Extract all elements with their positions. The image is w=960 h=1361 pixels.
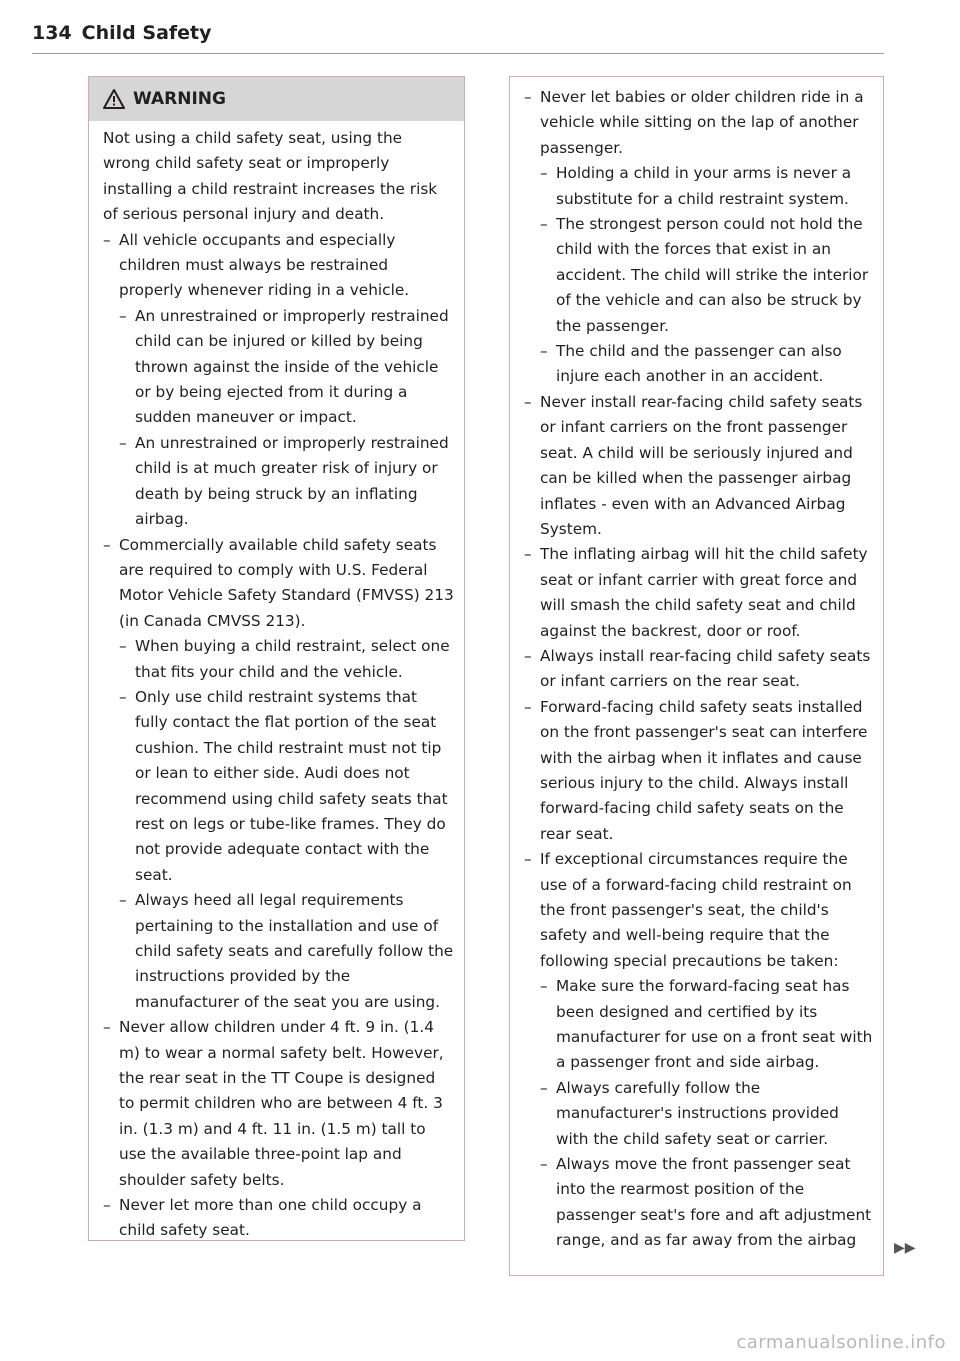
item-text: When buying a child restraint, select one that fits your child and the vehicle. bbox=[135, 637, 450, 681]
sub-bullet-item bbox=[119, 304, 454, 431]
dash-bullet: – bbox=[119, 891, 127, 910]
sub-bullet-item bbox=[540, 1076, 873, 1152]
sub-bullet-item bbox=[540, 974, 873, 1076]
bullet-item bbox=[524, 85, 873, 161]
dash-bullet: – bbox=[103, 535, 111, 554]
warning-right-content bbox=[510, 77, 883, 1254]
dash-bullet: – bbox=[540, 215, 548, 234]
dash-bullet: – bbox=[540, 1078, 548, 1097]
item-text: Always carefully follow the manufacturer's instructions provided with the child safety seat or carrier. bbox=[556, 1078, 839, 1148]
bullet-item bbox=[524, 644, 873, 695]
warning-intro bbox=[103, 126, 454, 228]
dash-bullet: – bbox=[119, 306, 127, 325]
bullet-item bbox=[103, 1193, 454, 1244]
dash-bullet: – bbox=[524, 646, 532, 665]
dash-bullet: – bbox=[119, 637, 127, 656]
header-divider bbox=[32, 53, 884, 54]
item-text: Always install rear-facing child safety seats or infant carriers on the rear seat. bbox=[540, 646, 871, 691]
dash-bullet: – bbox=[103, 1018, 111, 1037]
item-text: An unrestrained or improperly restrained child can be injured or killed by being thrown against the inside of the vehicle or by being ejected from it during a sudden maneuver or impact. bbox=[135, 306, 449, 427]
page-header bbox=[32, 22, 212, 44]
dash-bullet: – bbox=[119, 433, 127, 452]
item-text: An unrestrained or improperly restrained child is at much greater risk of injury or death by being struck by an inflating airbag. bbox=[135, 433, 449, 529]
bullet-item bbox=[103, 1015, 454, 1193]
section-title: Child Safety bbox=[81, 22, 212, 44]
warning-title: WARNING bbox=[133, 89, 226, 109]
item-text: Forward-facing child safety seats installed on the front passenger's seat can interfere with the airbag when it inflates and cause serious injury to the child. Always install forward-facing child safety seats on the rear seat. bbox=[540, 697, 868, 843]
item-text: Only use child restraint systems that fully contact the flat portion of the seat cushion. The child restraint must not tip or lean to either side. Audi does not recommend using child safety seats that rest on legs or tube-like frames. They do not provide adequate contact with the seat. bbox=[135, 687, 448, 884]
sub-bullet-item bbox=[540, 212, 873, 339]
sub-bullet-item bbox=[119, 634, 454, 685]
dash-bullet: – bbox=[524, 697, 532, 716]
bullet-item bbox=[524, 542, 873, 644]
dash-bullet: – bbox=[540, 1155, 548, 1174]
bullet-item bbox=[524, 695, 873, 847]
warning-box-continued bbox=[509, 76, 884, 1276]
item-text: The inflating airbag will hit the child safety seat or infant carrier with great force and will smash the child safety seat and child against the backrest, door or roof. bbox=[540, 545, 868, 640]
bullet-item bbox=[524, 847, 873, 974]
dash-bullet: – bbox=[540, 342, 548, 361]
bullet-item bbox=[524, 390, 873, 542]
item-text: Holding a child in your arms is never a substitute for a child restraint system. bbox=[556, 164, 852, 208]
dash-bullet: – bbox=[119, 687, 127, 706]
watermark: carmanualsonline.info bbox=[736, 1332, 946, 1353]
item-text: All vehicle occupants and especially children must always be restrained properly whenever riding in a vehicle. bbox=[119, 230, 410, 300]
warning-triangle-icon bbox=[103, 89, 125, 109]
bullet-item bbox=[103, 533, 454, 635]
item-text: Never install rear-facing child safety seats or infant carriers on the front passenger seat. A child will be seriously injured and can be killed when the passenger airbag inflates - even with an Advanced Airbag System. bbox=[540, 392, 863, 538]
sub-bullet-item bbox=[540, 339, 873, 390]
dash-bullet: – bbox=[524, 88, 532, 106]
item-text: The child and the passenger can also injure each another in an accident. bbox=[556, 342, 842, 386]
item-text: Commercially available child safety seats are required to comply with U.S. Federal Motor Vehicle Safety Standard (FMVSS) 213 (in Canada CMVSS 213). bbox=[119, 535, 454, 630]
dash-bullet: – bbox=[103, 1196, 111, 1215]
dash-bullet: – bbox=[524, 545, 532, 564]
item-text: If exceptional circumstances require the use of a forward-facing child restraint on the front passenger's seat, the child's safety and well-being require that the following special precautions be taken: bbox=[540, 850, 852, 970]
sub-bullet-item bbox=[119, 431, 454, 533]
sub-bullet-item bbox=[119, 685, 454, 888]
dash-bullet: – bbox=[540, 977, 548, 996]
item-text: Never let babies or older children ride in a vehicle while sitting on the lap of another passenger. bbox=[540, 88, 864, 157]
dash-bullet: – bbox=[540, 164, 548, 183]
bullet-item bbox=[103, 228, 454, 304]
sub-bullet-item bbox=[119, 888, 454, 1015]
item-text: Make sure the forward-facing seat has been designed and certified by its manufacturer for use on a front seat with a passenger front and side airbag. bbox=[556, 977, 873, 1072]
sub-bullet-item bbox=[540, 1152, 873, 1254]
item-text: Not using a child safety seat, using the wrong child safety seat or improperly installing a child restraint increases the risk of serious personal injury and death. bbox=[103, 129, 438, 224]
item-text: Always move the front passenger seat into the rearmost position of the passenger seat's fore and aft adjustment range, and as far away from the airbag bbox=[556, 1155, 872, 1250]
dash-bullet: – bbox=[524, 850, 532, 869]
dash-bullet: – bbox=[103, 230, 111, 249]
warning-box bbox=[88, 76, 465, 1241]
item-text: Always heed all legal requirements pertaining to the installation and use of child safety seats and carefully follow the instructions provided by the manufacturer of the seat you are using. bbox=[135, 891, 454, 1011]
item-text: Never let more than one child occupy a child safety seat. bbox=[119, 1196, 422, 1240]
dash-bullet: – bbox=[524, 392, 532, 411]
item-text: Never allow children under 4 ft. 9 in. (1.4 m) to wear a normal safety belt. However, the rear seat in the TT Coupe is designed to permit children who are between 4 ft. 3 in. (1.3 m) and 4 ft. 11 in. (1.5 m) tall to use the available three-point lap and shoulder safety belts. bbox=[119, 1018, 444, 1189]
item-text: The strongest person could not hold the child with the forces that exist in an accident. The child will strike the interior of the vehicle and can also be struck by the passenger. bbox=[556, 215, 869, 335]
sub-bullet-item bbox=[540, 161, 873, 212]
page-number: 134 bbox=[32, 22, 72, 44]
continue-arrow-icon: ▶▶ bbox=[894, 1240, 916, 1256]
warning-header bbox=[89, 77, 464, 121]
warning-left-content bbox=[89, 121, 464, 1244]
